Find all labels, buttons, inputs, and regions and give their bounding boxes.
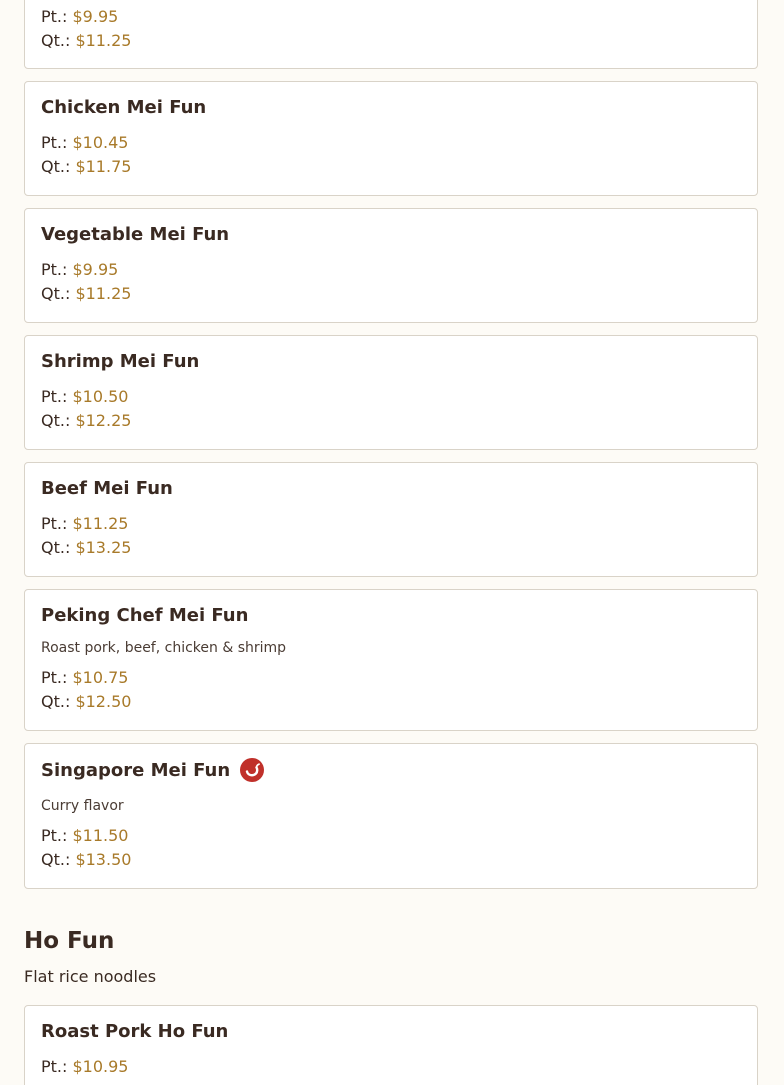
item-name-row: [41, 758, 264, 782]
pint-price-value: $9.95: [72, 260, 119, 279]
pint-price-value: $10.45: [72, 133, 129, 152]
quart-price-value: $11.25: [75, 284, 132, 303]
quart-price-value: $11.25: [75, 31, 132, 50]
pint-label: Pt.:: [41, 1057, 68, 1076]
spicy-pepper-icon: [240, 758, 264, 782]
quart-label: Qt.:: [41, 692, 71, 711]
pint-label: Pt.:: [41, 826, 68, 845]
pint-label: Pt.:: [41, 133, 68, 152]
quart-label: Qt.:: [41, 538, 71, 557]
pint-price-value: $10.50: [72, 387, 129, 406]
pint-price-value: $10.95: [72, 1057, 129, 1076]
pint-label: Pt.:: [41, 387, 68, 406]
quart-label: Qt.:: [41, 850, 71, 869]
quart-price-value: $13.25: [75, 538, 132, 557]
pint-label: Pt.:: [41, 514, 68, 533]
pint-label: Pt.:: [41, 260, 68, 279]
item-name: Chicken Mei Fun: [41, 97, 207, 118]
pint-price: [41, 387, 128, 406]
quart-price-value: $12.50: [75, 692, 132, 711]
quart-price: [41, 411, 131, 430]
item-description: Roast pork, beef, chicken & shrimp: [41, 640, 287, 656]
quart-label: Qt.:: [41, 284, 71, 303]
pint-price: [41, 668, 128, 687]
item-name: Beef Mei Fun: [41, 478, 173, 499]
quart-price: [41, 157, 131, 176]
pint-price-value: $9.95: [72, 7, 119, 26]
pint-price-value: $11.25: [72, 514, 129, 533]
item-name: Vegetable Mei Fun: [41, 224, 230, 245]
item-name: Shrimp Mei Fun: [41, 351, 200, 372]
quart-label: Qt.:: [41, 157, 71, 176]
quart-price-value: $11.75: [75, 157, 132, 176]
item-name: Roast Pork Ho Fun: [41, 1021, 229, 1042]
pint-price: [41, 133, 128, 152]
section-title: Ho Fun: [24, 928, 115, 954]
menu-item-card[interactable]: [24, 208, 758, 323]
menu-item-card[interactable]: [24, 462, 758, 577]
menu-item-card[interactable]: [24, 335, 758, 450]
pint-price: [41, 260, 118, 279]
section-description: Flat rice noodles: [24, 967, 157, 986]
menu-item-card[interactable]: [24, 0, 758, 69]
pint-price-value: $10.75: [72, 668, 129, 687]
pint-label: Pt.:: [41, 668, 68, 687]
quart-label: Qt.:: [41, 411, 71, 430]
quart-price: [41, 31, 131, 50]
quart-price: [41, 284, 131, 303]
quart-price-value: $12.25: [75, 411, 132, 430]
menu-item-card[interactable]: [24, 589, 758, 731]
pint-price: [41, 826, 128, 845]
quart-price-value: $13.50: [75, 850, 132, 869]
item-name: Peking Chef Mei Fun: [41, 605, 249, 626]
menu-item-card[interactable]: [24, 743, 758, 889]
pint-price: [41, 514, 128, 533]
quart-price: [41, 538, 131, 557]
pint-label: Pt.:: [41, 7, 68, 26]
quart-label: Qt.:: [41, 31, 71, 50]
item-name: Singapore Mei Fun: [41, 759, 231, 781]
pint-price: [41, 1057, 128, 1076]
quart-price: [41, 850, 131, 869]
quart-price: [41, 692, 131, 711]
menu-item-card[interactable]: [24, 1005, 758, 1085]
menu-item-card[interactable]: [24, 81, 758, 196]
pint-price: [41, 7, 118, 26]
pint-price-value: $11.50: [72, 826, 129, 845]
item-description: Curry flavor: [41, 798, 124, 814]
